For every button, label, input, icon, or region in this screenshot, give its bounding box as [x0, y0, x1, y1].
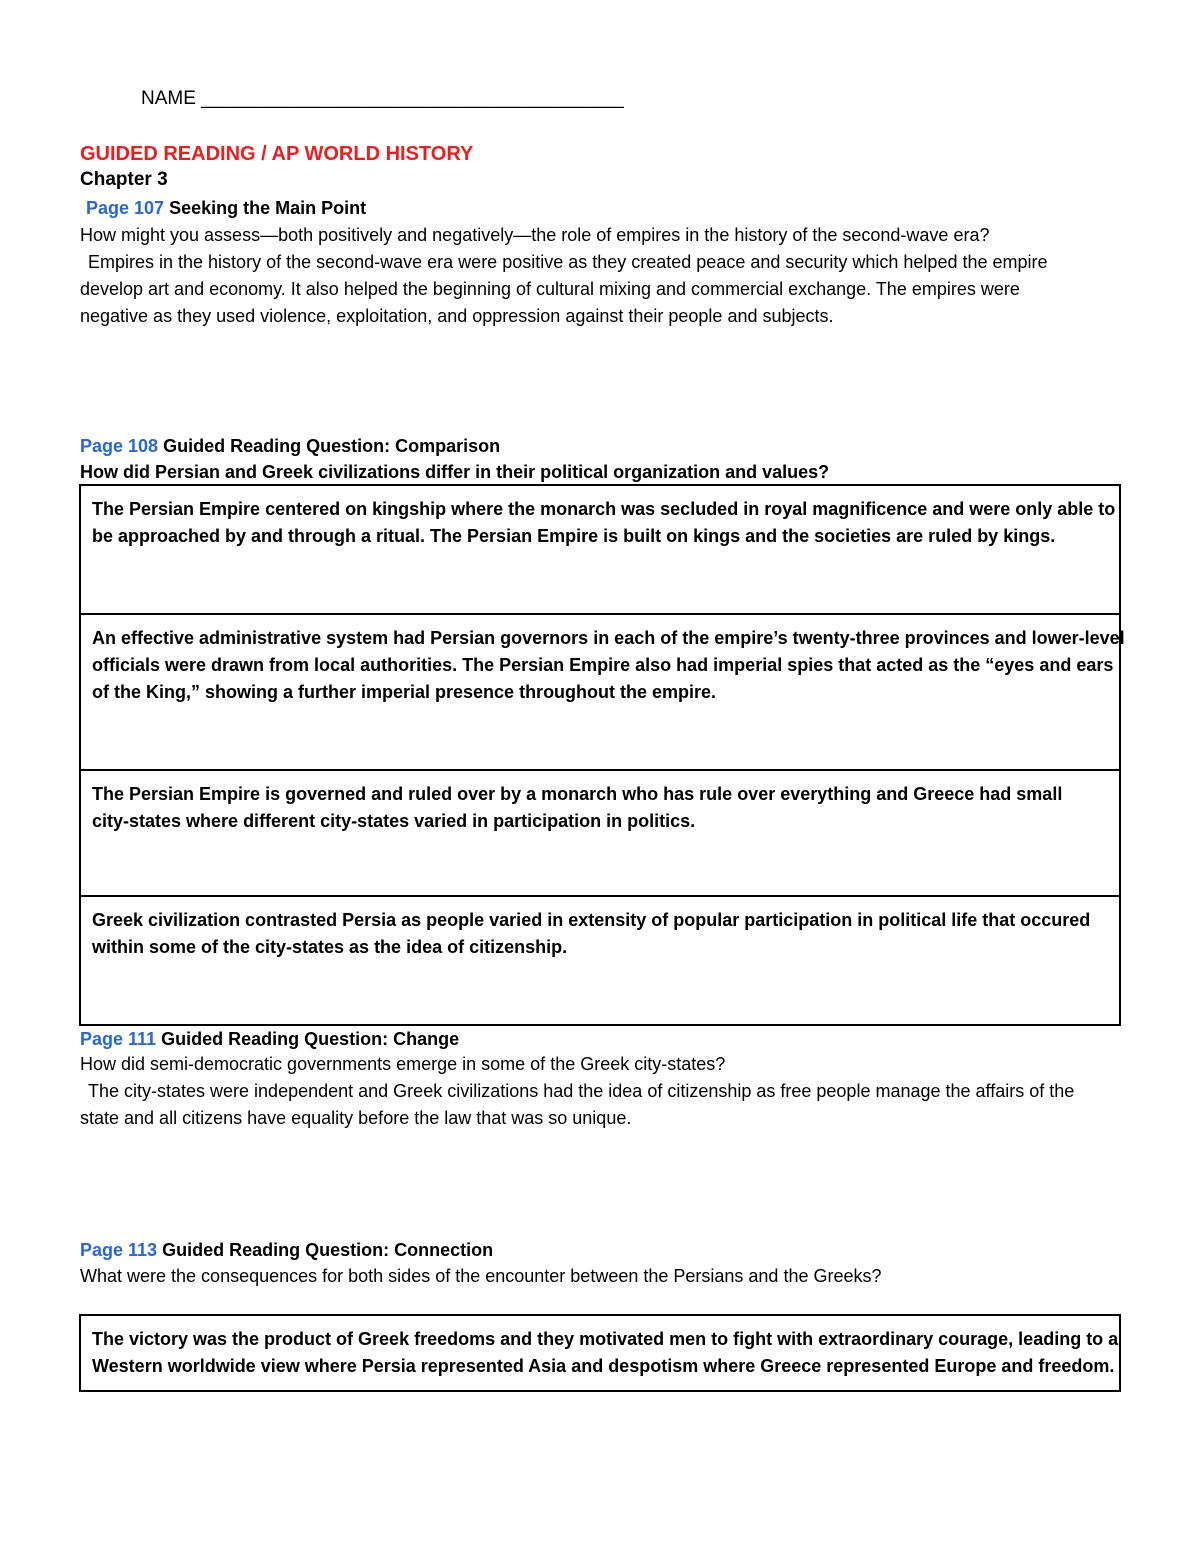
document-title: GUIDED READING / AP WORLD HISTORY — [80, 143, 474, 165]
section-heading-text: Guided Reading Question: Change — [161, 1029, 460, 1049]
answer-line: The Persian Empire centered on kingship where the monarch was secluded in royal magnificence and were only able to — [92, 499, 1116, 519]
chapter-heading: Chapter 3 — [80, 169, 168, 190]
section-heading-page-108 — [80, 436, 500, 457]
page-number-label: Page 107 — [86, 198, 165, 218]
section-heading-text: Guided Reading Question: Comparison — [163, 436, 501, 456]
answer-line: of the King,” showing a further imperial presence throughout the empire. — [92, 682, 717, 702]
section-heading-page-107 — [86, 198, 366, 219]
name-field-label: NAME ________________________________________ — [141, 88, 624, 109]
section-heading-page-111 — [80, 1029, 459, 1050]
section-heading-page-113 — [80, 1240, 493, 1261]
answer-line: state and all citizens have equality before the law that was so unique. — [80, 1108, 632, 1128]
answer-cell — [81, 1316, 1119, 1390]
answer-cell — [81, 486, 1119, 615]
page-number-label: Page 113 — [80, 1240, 158, 1260]
answer-line: within some of the city-states as the idea of citizenship. — [92, 937, 568, 957]
question-text: How might you assess—both positively and negatively—the role of empires in the history of the second-wave era? — [80, 225, 990, 245]
answer-line: The Persian Empire is governed and ruled over by a monarch who has rule over everything and Greece had small — [92, 784, 1063, 804]
section-heading-text: Guided Reading Question: Connection — [162, 1240, 494, 1260]
answer-cell — [81, 771, 1119, 897]
question-text: How did Persian and Greek civilizations differ in their political organization and values? — [80, 462, 830, 482]
answer-line: develop art and economy. It also helped the beginning of cultural mixing and commercial exchange. The empires were — [80, 279, 1020, 299]
page-number-label: Page 108 — [80, 436, 159, 456]
answer-line: The victory was the product of Greek freedoms and they motivated men to fight with extraordinary courage, leading to a — [92, 1329, 1119, 1349]
section-heading-text: Seeking the Main Point — [169, 198, 367, 218]
page-number-label: Page 111 — [80, 1029, 157, 1049]
answer-line: city-states where different city-states varied in participation in politics. — [92, 811, 696, 831]
answer-line: An effective administrative system had Persian governors in each of the empire’s twenty-three provinces and lower-level — [92, 628, 1125, 648]
answer-paragraph — [80, 1078, 1080, 1132]
answer-table — [79, 484, 1125, 1026]
answer-paragraph — [80, 249, 1080, 330]
answer-line: The city-states were independent and Greek civilizations had the idea of citizenship as free people manage the affairs of the — [88, 1081, 1075, 1101]
answer-cell — [81, 897, 1119, 1024]
answer-table — [79, 1314, 1121, 1392]
answer-line: Empires in the history of the second-wave era were positive as they created peace and security which helped the empire — [88, 252, 1048, 272]
question-text: How did semi-democratic governments emerge in some of the Greek city-states? — [80, 1054, 726, 1074]
answer-cell — [81, 615, 1125, 771]
answer-line: be approached by and through a ritual. The Persian Empire is built on kings and the societies are ruled by kings. — [92, 526, 1056, 546]
question-text: What were the consequences for both sides of the encounter between the Persians and the Greeks? — [80, 1266, 882, 1286]
answer-line: officials were drawn from local authorities. The Persian Empire also had imperial spies that acted as the “eyes and ears — [92, 655, 1114, 675]
answer-line: negative as they used violence, exploitation, and oppression against their people and subjects. — [80, 306, 834, 326]
answer-line: Western worldwide view where Persia represented Asia and despotism where Greece represented Europe and freedom. — [92, 1356, 1115, 1376]
answer-line: Greek civilization contrasted Persia as people varied in extensity of popular participation in political life that occured — [92, 910, 1091, 930]
